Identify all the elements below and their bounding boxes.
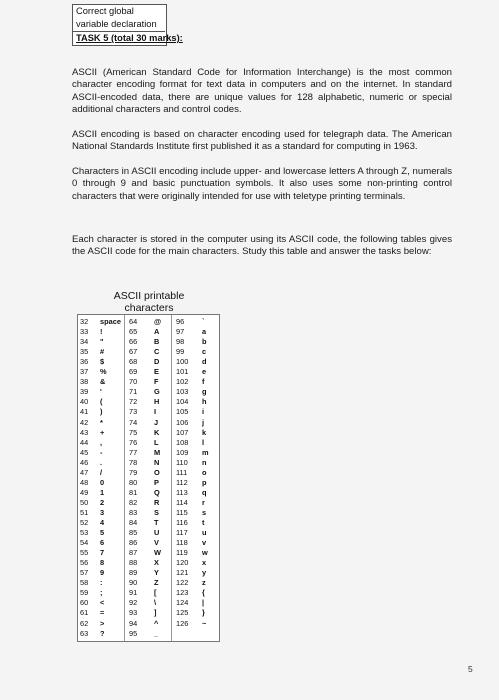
ascii-char-col1: 0 — [100, 477, 105, 487]
ascii-char-col3: v — [202, 538, 207, 548]
ascii-code-col3: 116 — [176, 518, 188, 527]
ascii-code-col1: 42 — [80, 417, 89, 427]
ascii-code-col2: 65 — [129, 327, 138, 337]
ascii-code-col1: 50 — [80, 497, 89, 507]
ascii-code-col2: 85 — [129, 528, 138, 538]
ascii-code-col3: 106 — [176, 417, 189, 427]
ascii-code-col1: 47 — [80, 467, 89, 477]
paragraph-instructions: Each character is stored in the computer using its ASCII code, the following tables gives the ASCII code for the main characters. Study this table and answer the tasks below: — [72, 234, 452, 258]
ascii-code-col2: 73 — [129, 407, 138, 417]
ascii-char-col3: c — [202, 347, 207, 357]
ascii-code-col3: 110 — [176, 457, 188, 467]
ascii-char-col1: # — [100, 347, 105, 357]
ascii-char-col1: , — [100, 437, 103, 447]
ascii-char-col2: [ — [154, 588, 157, 598]
ascii-char-col1: ? — [100, 628, 105, 638]
table-title-line-2: characters — [124, 302, 174, 314]
paragraph-ascii-history: ASCII encoding is based on character encoding used for telegraph data. The American National Standards Institute first published it as a standard for computing in 1963. — [72, 129, 452, 153]
ascii-char-col3: y — [202, 568, 207, 578]
ascii-char-col2: J — [154, 417, 159, 427]
ascii-char-col1: 3 — [100, 507, 105, 517]
ascii-char-col3: t — [202, 518, 205, 527]
ascii-char-col1: 4 — [100, 518, 105, 527]
ascii-char-col1: . — [100, 457, 103, 467]
ascii-code-col1: 53 — [80, 528, 89, 538]
ascii-code-col1: 57 — [80, 568, 89, 578]
ascii-code-col3: 125 — [176, 608, 189, 618]
ascii-char-col2: Q — [154, 487, 160, 497]
ascii-char-col1: - — [100, 447, 103, 457]
ascii-char-col1: ( — [100, 397, 103, 407]
ascii-code-col1: 52 — [80, 518, 89, 527]
ascii-char-col3: } — [202, 608, 205, 618]
ascii-code-col3: 120 — [176, 558, 189, 568]
ascii-char-col1: " — [100, 337, 104, 347]
ascii-code-col3: 123 — [176, 588, 189, 598]
ascii-char-col2: N — [154, 457, 160, 467]
ascii-char-col1: ' — [100, 387, 102, 397]
ascii-code-col3: 115 — [176, 507, 188, 517]
ascii-code-col1: 61 — [80, 608, 89, 618]
ascii-code-col3: 126 — [176, 618, 189, 628]
ascii-char-col1: ; — [100, 588, 103, 598]
ascii-char-col2: Y — [154, 568, 159, 578]
ascii-char-col3: n — [202, 457, 207, 467]
ascii-char-col3: ` — [202, 317, 205, 326]
ascii-code-col3: 108 — [176, 437, 189, 447]
ascii-char-col1: < — [100, 598, 105, 608]
ascii-char-col3: u — [202, 528, 207, 538]
ascii-char-col1: 7 — [100, 548, 105, 558]
ascii-code-col2: 77 — [129, 447, 138, 457]
paragraph-ascii-characters: Characters in ASCII encoding include upper- and lowercase letters A through Z, numerals 0 through 9 and basic punctuation symbols. It also uses some non-printing control characters that were originally intended for use with teletype printing terminals. — [72, 166, 452, 202]
ascii-code-col3: 113 — [176, 487, 188, 497]
ascii-code-col3: 111 — [176, 467, 188, 477]
ascii-code-col1: 56 — [80, 558, 89, 568]
ascii-code-col2: 64 — [129, 317, 138, 326]
ascii-char-col2: F — [154, 377, 159, 387]
ascii-code-col3: 97 — [176, 327, 185, 337]
ascii-code-col1: 36 — [80, 357, 89, 367]
ascii-code-col2: 94 — [129, 618, 138, 628]
ascii-code-col2: 91 — [129, 588, 138, 598]
ascii-char-col2: U — [154, 528, 160, 538]
ascii-code-col3: 98 — [176, 337, 185, 347]
ascii-char-col2: L — [154, 437, 159, 447]
ascii-code-col2: 93 — [129, 608, 138, 618]
ascii-code-col2: 82 — [129, 497, 138, 507]
ascii-code-col3: 112 — [176, 477, 188, 487]
ascii-code-col1: 60 — [80, 598, 89, 608]
ascii-char-col3: r — [202, 497, 205, 507]
page-number: 5 — [468, 664, 473, 674]
feedback-line-2: variable declaration — [76, 19, 157, 29]
ascii-code-col2: 78 — [129, 457, 138, 467]
ascii-code-col3: 117 — [176, 528, 188, 538]
ascii-code-col2: 86 — [129, 538, 138, 548]
ascii-code-col1: 32 — [80, 317, 89, 326]
ascii-code-col1: 59 — [80, 588, 89, 598]
table-column-divider — [171, 315, 172, 641]
ascii-char-col3: m — [202, 447, 209, 457]
ascii-char-col2: ^ — [154, 618, 159, 628]
ascii-char-col1: / — [100, 467, 103, 477]
ascii-code-col2: 88 — [129, 558, 138, 568]
ascii-char-col3: a — [202, 327, 207, 337]
ascii-char-col1: 5 — [100, 528, 105, 538]
ascii-char-col1: : — [100, 578, 103, 588]
ascii-char-col1: % — [100, 367, 107, 377]
ascii-code-col3: 107 — [176, 427, 189, 437]
ascii-char-col3: ~ — [202, 618, 207, 628]
ascii-code-col3: 114 — [176, 497, 188, 507]
ascii-code-col1: 46 — [80, 457, 89, 467]
ascii-char-col3: b — [202, 337, 207, 347]
ascii-char-col2: ] — [154, 608, 157, 618]
ascii-code-col2: 74 — [129, 417, 138, 427]
ascii-code-col1: 38 — [80, 377, 89, 387]
ascii-char-col2: Z — [154, 578, 159, 588]
ascii-char-col3: q — [202, 487, 207, 497]
table-title — [79, 290, 219, 314]
ascii-char-col3: w — [202, 548, 208, 558]
ascii-char-col3: s — [202, 507, 207, 517]
ascii-char-col1: > — [100, 618, 105, 628]
ascii-char-col2: C — [154, 347, 160, 357]
ascii-code-col2: 89 — [129, 568, 138, 578]
ascii-code-col2: 79 — [129, 467, 138, 477]
ascii-code-col1: 49 — [80, 487, 89, 497]
ascii-char-col2: I — [154, 407, 157, 417]
ascii-char-col3: f — [202, 377, 205, 387]
ascii-char-col1: 9 — [100, 568, 105, 578]
ascii-code-col1: 34 — [80, 337, 89, 347]
ascii-code-col3: 96 — [176, 317, 185, 326]
ascii-code-col2: 66 — [129, 337, 138, 347]
feedback-box-divider — [72, 31, 165, 32]
ascii-code-col3: 118 — [176, 538, 188, 548]
ascii-char-col3: d — [202, 357, 207, 367]
ascii-code-col2: 71 — [129, 387, 138, 397]
ascii-char-col1: 8 — [100, 558, 105, 568]
ascii-char-col1: ) — [100, 407, 103, 417]
ascii-code-col1: 33 — [80, 327, 89, 337]
ascii-code-col1: 35 — [80, 347, 89, 357]
ascii-char-col2: _ — [154, 628, 159, 638]
ascii-char-col1: $ — [100, 357, 105, 367]
ascii-char-col3: l — [202, 437, 205, 447]
ascii-char-col3: o — [202, 467, 207, 477]
ascii-char-col2: P — [154, 477, 159, 487]
ascii-char-col2: E — [154, 367, 159, 377]
ascii-code-col3: 122 — [176, 578, 189, 588]
ascii-char-col2: D — [154, 357, 160, 367]
ascii-code-col3: 109 — [176, 447, 189, 457]
ascii-code-col1: 63 — [80, 628, 89, 638]
ascii-code-col2: 70 — [129, 377, 138, 387]
ascii-code-col1: 45 — [80, 447, 89, 457]
ascii-code-col1: 54 — [80, 538, 89, 548]
ascii-code-col1: 58 — [80, 578, 89, 588]
ascii-code-col1: 41 — [80, 407, 89, 417]
ascii-char-col3: p — [202, 477, 207, 487]
ascii-code-col2: 76 — [129, 437, 138, 447]
ascii-code-col2: 80 — [129, 477, 138, 487]
ascii-code-col1: 48 — [80, 477, 89, 487]
ascii-char-col1: & — [100, 377, 106, 387]
ascii-char-col1: + — [100, 427, 105, 437]
ascii-code-col1: 62 — [80, 618, 89, 628]
ascii-code-col3: 101 — [176, 367, 189, 377]
ascii-char-col3: { — [202, 588, 205, 598]
ascii-char-col2: S — [154, 507, 159, 517]
ascii-code-col1: 39 — [80, 387, 89, 397]
ascii-char-col2: T — [154, 518, 159, 527]
ascii-char-col3: z — [202, 578, 206, 588]
ascii-char-col2: \ — [154, 598, 157, 608]
paragraph-ascii-intro: ASCII (American Standard Code for Information Interchange) is the most common character encoding format for text data in computers and on the internet. In standard ASCII-encoded data, there are unique values for 128 alphabetic, numeric or special additional characters and control codes. — [72, 67, 452, 115]
ascii-code-col1: 55 — [80, 548, 89, 558]
ascii-code-col2: 90 — [129, 578, 138, 588]
ascii-code-col3: 102 — [176, 377, 189, 387]
ascii-code-col2: 67 — [129, 347, 138, 357]
ascii-char-col2: M — [154, 447, 161, 457]
ascii-code-col2: 81 — [129, 487, 138, 497]
ascii-char-col3: e — [202, 367, 207, 377]
ascii-char-col2: K — [154, 427, 160, 437]
ascii-code-col3: 104 — [176, 397, 189, 407]
ascii-char-col2: X — [154, 558, 159, 568]
ascii-char-col3: i — [202, 407, 205, 417]
ascii-char-col2: R — [154, 497, 160, 507]
ascii-code-col2: 68 — [129, 357, 138, 367]
table-column-divider — [124, 315, 125, 641]
ascii-code-col1: 44 — [80, 437, 89, 447]
ascii-char-col2: B — [154, 337, 160, 347]
ascii-code-col3: 121 — [176, 568, 189, 578]
ascii-code-col2: 87 — [129, 548, 138, 558]
ascii-code-col2: 92 — [129, 598, 138, 608]
ascii-char-col3: x — [202, 558, 207, 568]
ascii-char-col2: V — [154, 538, 159, 548]
ascii-code-col2: 84 — [129, 518, 138, 527]
ascii-char-col2: A — [154, 327, 160, 337]
ascii-code-col3: 119 — [176, 548, 188, 558]
ascii-char-col3: k — [202, 427, 207, 437]
ascii-code-col3: 105 — [176, 407, 189, 417]
ascii-char-col2: H — [154, 397, 160, 407]
ascii-code-col2: 95 — [129, 628, 138, 638]
ascii-char-col2: O — [154, 467, 160, 477]
ascii-char-col1: 1 — [100, 487, 105, 497]
ascii-char-col3: g — [202, 387, 207, 397]
ascii-code-col2: 72 — [129, 397, 138, 407]
ascii-code-col2: 75 — [129, 427, 138, 437]
feedback-line-1: Correct global — [76, 6, 134, 16]
ascii-char-col1: 2 — [100, 497, 105, 507]
ascii-char-col3: j — [202, 417, 205, 427]
table-title-line-1: ASCII printable — [113, 290, 185, 302]
ascii-code-col3: 103 — [176, 387, 189, 397]
ascii-code-col3: 99 — [176, 347, 185, 357]
ascii-code-col1: 37 — [80, 367, 89, 377]
ascii-code-col1: 40 — [80, 397, 89, 407]
ascii-char-col1: 6 — [100, 538, 105, 548]
ascii-char-col1: * — [100, 417, 103, 427]
ascii-char-col1: = — [100, 608, 105, 618]
ascii-char-col2: @ — [154, 317, 162, 326]
ascii-code-col2: 69 — [129, 367, 138, 377]
ascii-char-col2: G — [154, 387, 160, 397]
ascii-char-col3: | — [202, 598, 205, 608]
ascii-char-col1: space — [100, 317, 121, 326]
ascii-code-col1: 43 — [80, 427, 89, 437]
ascii-char-col2: W — [154, 548, 161, 558]
ascii-code-col3: 124 — [176, 598, 189, 608]
ascii-code-col2: 83 — [129, 507, 138, 517]
task-heading: TASK 5 (total 30 marks): — [76, 33, 183, 43]
ascii-char-col3: h — [202, 397, 207, 407]
ascii-table — [77, 314, 220, 642]
ascii-code-col1: 51 — [80, 507, 89, 517]
ascii-char-col1: ! — [100, 327, 103, 337]
ascii-code-col3: 100 — [176, 357, 189, 367]
